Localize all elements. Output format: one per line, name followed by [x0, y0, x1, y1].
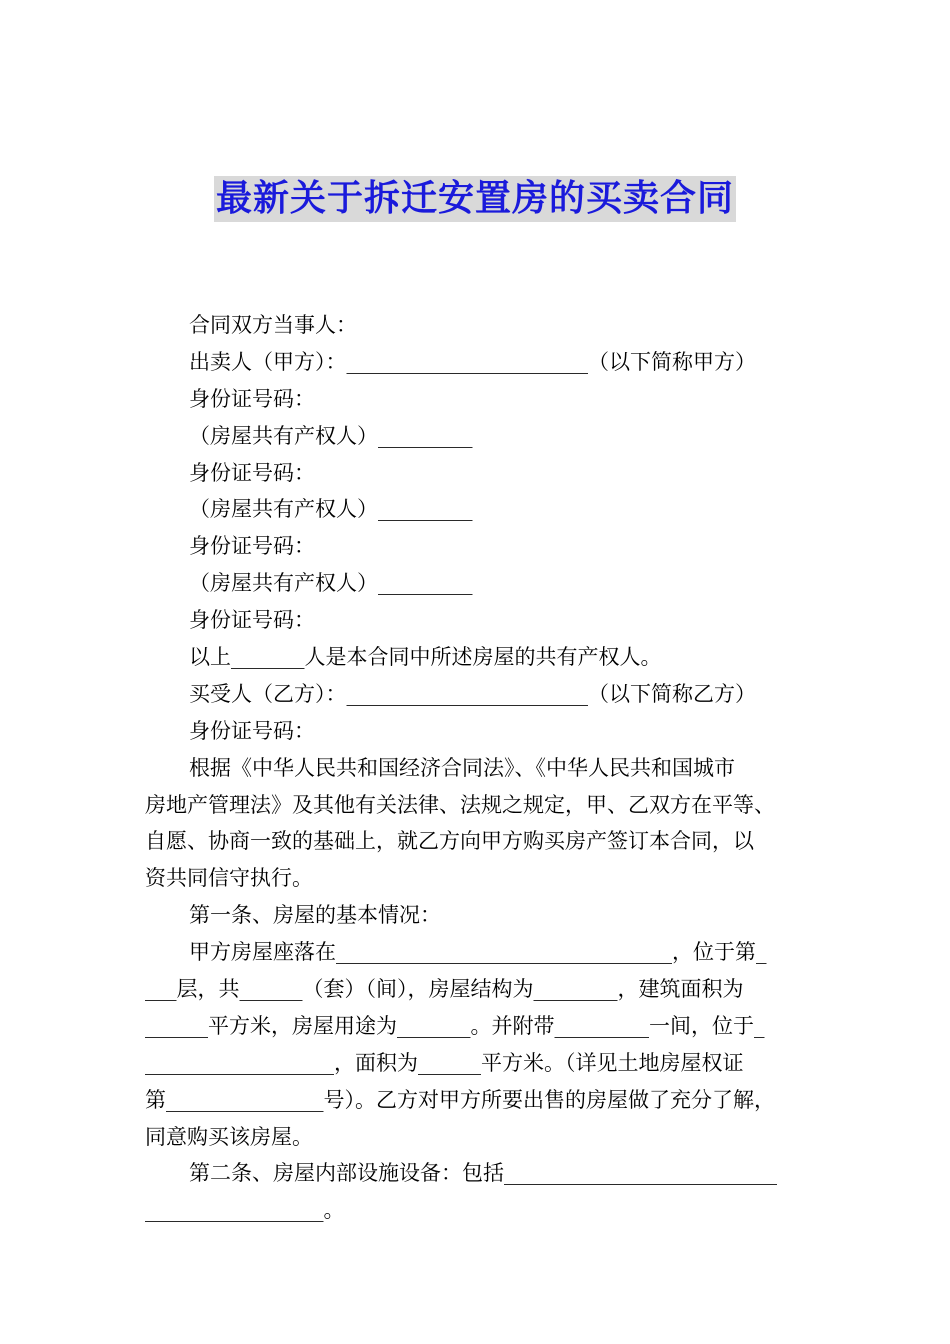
- paragraph-line: （房屋共有产权人）_________: [189, 497, 473, 522]
- paragraph-line: _________________。: [145, 1198, 345, 1223]
- paragraph-line: 第_______________号）。乙方对甲方所要出售的房屋做了充分了解，: [145, 1087, 775, 1112]
- paragraph-line: 身份证号码：: [189, 460, 315, 485]
- document-title: 最新关于拆迁安置房的买卖合同: [214, 176, 736, 222]
- paragraph-line: ______平方米，房屋用途为_______。并附带_________一间，位于_: [145, 1013, 765, 1038]
- paragraph-line: 合同双方当事人：: [189, 313, 357, 337]
- paragraph-line: 出卖人（甲方）：_______________________（以下简称甲方）: [189, 349, 756, 374]
- paragraph-line: 身份证号码：: [189, 534, 315, 559]
- paragraph-line: ___层，共______（套）（间），房屋结构为________，建筑面积为: [145, 977, 744, 1002]
- paragraph-line: 甲方房屋座落在________________________________，位于第_: [189, 940, 767, 965]
- contract-body: [145, 307, 825, 1229]
- title-container: [0, 176, 950, 222]
- paragraph-line: 身份证号码：: [189, 386, 315, 411]
- paragraph-line: 自愿、协商一致的基础上，就乙方向甲方购买房产签订本合同，以: [145, 829, 754, 854]
- paragraph-line: 身份证号码：: [189, 718, 315, 743]
- paragraph-line: 房地产管理法》及其他有关法律、法规之规定，甲、乙双方在平等、: [145, 792, 775, 817]
- paragraph-line: 买受人（乙方）：_______________________（以下简称乙方）: [189, 681, 756, 706]
- paragraph-line: 资共同信守执行。: [145, 866, 313, 891]
- paragraph-line: __________________，面积为______平方米。（详见土地房屋权证: [145, 1050, 744, 1075]
- paragraph-line: 身份证号码：: [189, 608, 315, 633]
- paragraph-line: 第二条、房屋内部设施设备：包括__________________________: [189, 1161, 777, 1186]
- paragraph-line: 第一条、房屋的基本情况：: [189, 903, 441, 928]
- paragraph-line: （房屋共有产权人）_________: [189, 571, 473, 596]
- paragraph-line: （房屋共有产权人）_________: [189, 423, 473, 448]
- paragraph-line: 同意购买该房屋。: [145, 1124, 313, 1149]
- paragraph-line: 根据《中华人民共和国经济合同法》、《中华人民共和国城市: [189, 755, 735, 780]
- paragraph-line: 以上_______人是本合同中所述房屋的共有产权人。: [189, 645, 662, 670]
